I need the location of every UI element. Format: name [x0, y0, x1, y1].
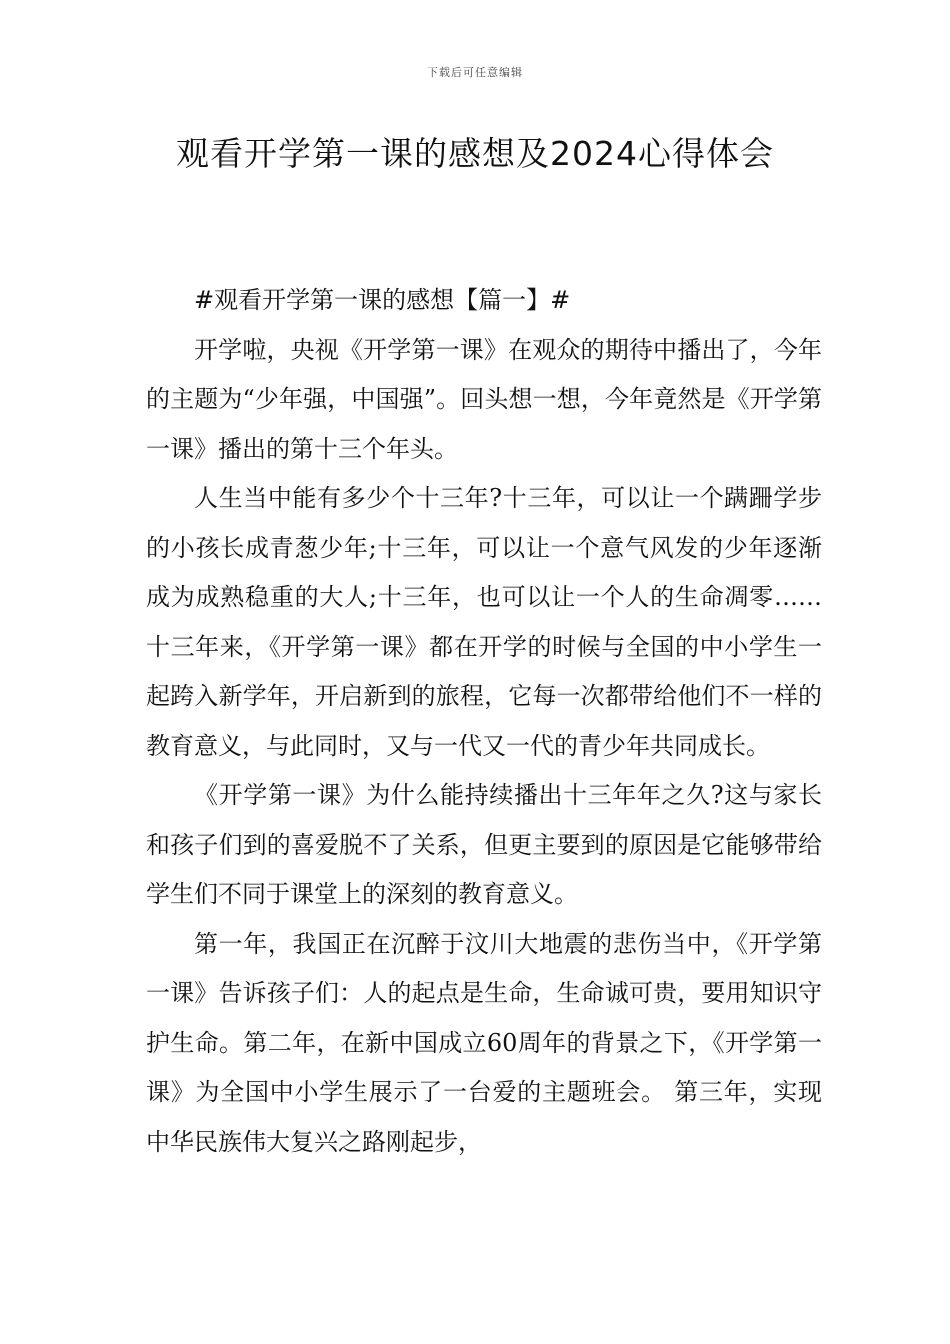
paragraph-4: 第一年，我国正在沉醉于汶川大地震的悲伤当中，《开学第一课》告诉孩子们：人的起点是生命，生命诚可贵，要用知识守护生命。第二年，在新中国成立60周年的背景之下，《开学第一课》为全国中小学生展示了一台爱的主题班会。 第三年，实现中华民族伟大复兴之路刚起步，	[146, 929, 822, 1156]
document-body	[146, 276, 822, 1167]
paragraph-1: 开学啦，央视《开学第一课》在观众的期待中播出了，今年的主题为“少年强，中国强”。回头想一想，今年竟然是《开学第一课》播出的第十三个年头。	[146, 335, 822, 463]
document-title: 观看开学第一课的感想及2024心得体会	[176, 134, 774, 173]
header-note: 下载后可任意编辑	[427, 66, 523, 79]
paragraph-2: 人生当中能有多少个十三年?十三年，可以让一个蹒跚学步的小孩长成青葱少年;十三年，可以让一个意气风发的少年逐渐成为成熟稳重的大人;十三年，也可以让一个人的生命凋零……十三年来，《开学第一课》都在开学的时候与全国的中小学生一起跨入新学年，开启新到的旅程，它每一次都带给他们不一样的教育意义，与此同时，又与一代又一代的青少年共同成长。	[146, 484, 822, 760]
paragraph-3: 《开学第一课》为什么能持续播出十三年年之久?这与家长和孩子们到的喜爱脱不了关系，但更主要到的原因是它能够带给学生们不同于课堂上的深刻的教育意义。	[146, 781, 822, 908]
section-heading: #观看开学第一课的感想【篇一】#	[194, 286, 571, 314]
